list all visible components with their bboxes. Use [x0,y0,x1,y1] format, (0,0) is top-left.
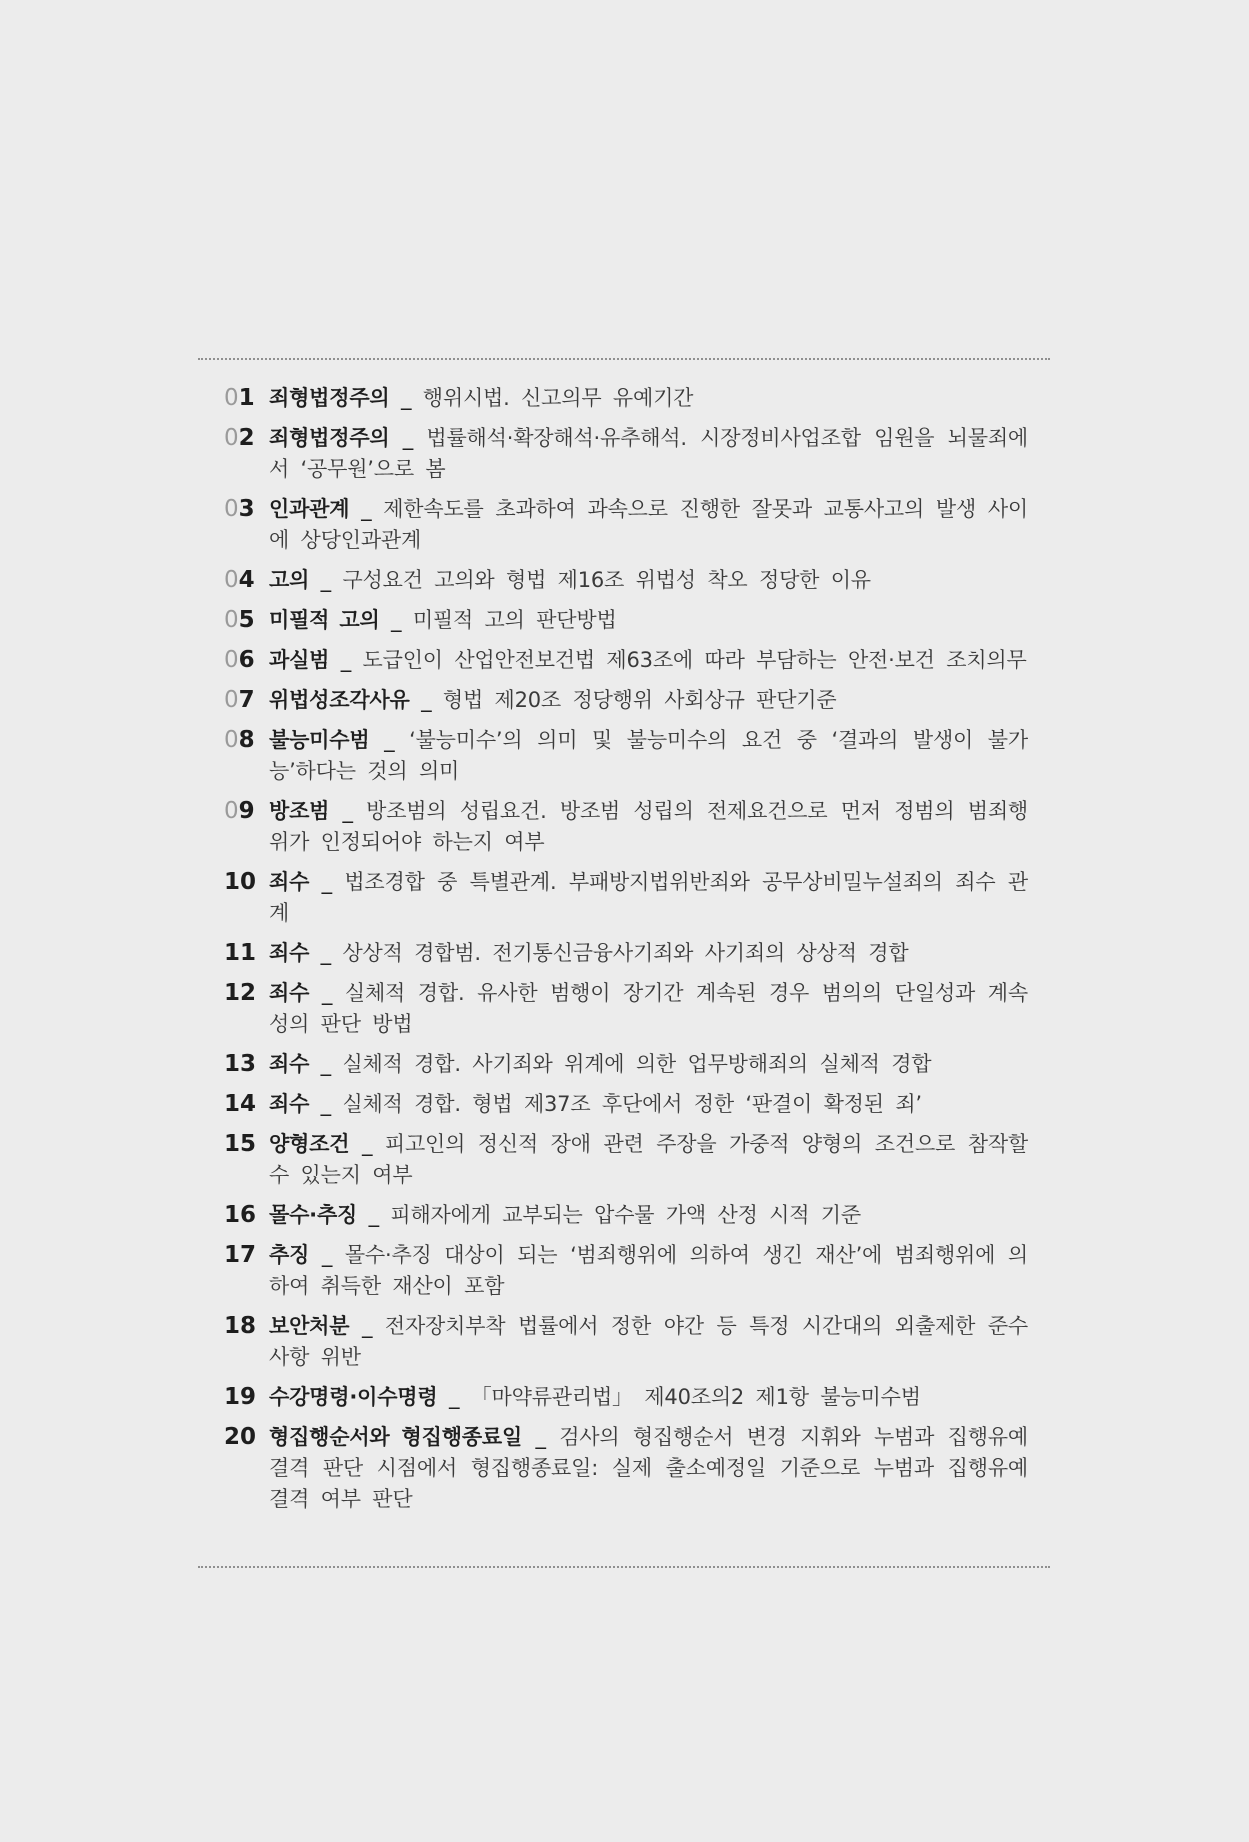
toc-entry [224,1422,1028,1515]
entry-title: 죄수 [269,1092,310,1116]
entry-description: 실체적 경합. 사기죄와 위계에 의한 업무방해죄의 실체적 경합 [342,1052,932,1076]
entry-title: 죄수 [269,870,310,894]
entry-description: 실체적 경합. 유사한 범행이 장기간 계속된 경우 범의의 단일성과 계속성의 판단 방법 [269,981,1028,1036]
entry-text [269,1089,1028,1120]
toc-entry [224,1382,1028,1413]
entry-number: 10 [224,869,257,895]
entry-text [269,685,1028,716]
entry-description: 피해자에게 교부되는 압수물 가액 산정 시적 기준 [390,1203,861,1227]
toc-entry [224,1049,1028,1080]
entry-description: 몰수·추징 대상이 되는 ‘범죄행위에 의하여 생긴 재산’에 범죄행위에 의하여 취득한 재산이 포함 [269,1243,1028,1298]
entry-number: 12 [224,980,257,1006]
entry-number: 07 [224,687,255,713]
entry-separator: _ [329,799,367,823]
toc-entry [224,494,1028,556]
entry-description: 상상적 경합범. 전기통신금융사기죄와 사기죄의 상상적 경합 [342,941,909,965]
entry-title: 보안처분 [269,1314,350,1338]
entry-description: 피고인의 정신적 장애 관련 주장을 가중적 양형의 조건으로 참작할 수 있는지 여부 [269,1132,1028,1187]
toc-entry [224,685,1028,716]
toc-entry [224,725,1028,787]
entry-separator: _ [309,981,345,1005]
entry-description: 제한속도를 초과하여 과속으로 진행한 잘못과 교통사고의 발생 사이에 상당인과관계 [269,497,1028,552]
entry-title: 죄수 [269,981,310,1005]
table-of-contents [224,383,1028,1524]
entry-separator: _ [309,568,343,592]
entry-title: 몰수·추징 [269,1203,358,1227]
entry-title: 방조범 [269,799,330,823]
toc-entry [224,1129,1028,1191]
entry-number: 20 [224,1424,257,1450]
entry-number: 08 [224,727,255,753]
entry-description: 실체적 경합. 형법 제37조 후단에서 정한 ‘판결이 확정된 죄’ [342,1092,922,1116]
entry-text [269,1129,1028,1191]
entry-text [269,867,1028,929]
entry-separator: _ [349,497,384,521]
entry-title: 추징 [269,1243,310,1267]
entry-text [269,383,1028,414]
entry-separator: _ [309,1092,343,1116]
toc-entry [224,796,1028,858]
entry-number: 06 [224,647,255,673]
entry-title: 수강명령·이수명령 [269,1385,438,1409]
entry-number: 18 [224,1313,257,1339]
entry-number: 01 [224,385,255,411]
entry-separator: _ [389,386,423,410]
entry-number: 13 [224,1051,257,1077]
toc-entry [224,383,1028,414]
entry-title: 형집행순서와 형집행종료일 [269,1425,523,1449]
entry-description: 전자장치부착 법률에서 정한 야간 등 특정 시간대의 외출제한 준수사항 위반 [269,1314,1028,1369]
entry-number: 16 [224,1202,257,1228]
entry-separator: _ [389,426,427,450]
entry-number: 15 [224,1131,257,1157]
toc-entry [224,605,1028,636]
entry-description: 행위시법. 신고의무 유예기간 [422,386,694,410]
entry-text [269,1200,1028,1231]
entry-separator: _ [309,941,343,965]
top-divider [198,358,1050,360]
entry-description: 방조범의 성립요건. 방조범 성립의 전제요건으로 먼저 정범의 범죄행위가 인정되어야 하는지 여부 [269,799,1028,854]
toc-entry [224,1200,1028,1231]
entry-text [269,938,1028,969]
entry-title: 죄형법정주의 [269,386,390,410]
entry-title: 죄형법정주의 [269,426,390,450]
toc-entry [224,423,1028,485]
entry-text [269,796,1028,858]
entry-text [269,494,1028,556]
entry-separator: _ [357,1203,391,1227]
entry-title: 인과관계 [269,497,350,521]
toc-entry [224,978,1028,1040]
entry-title: 위법성조각사유 [269,688,410,712]
entry-text [269,1422,1028,1515]
entry-number: 14 [224,1091,257,1117]
entry-number: 17 [224,1242,257,1268]
toc-entry [224,1089,1028,1120]
entry-number: 02 [224,425,255,451]
entry-text [269,978,1028,1040]
entry-number: 03 [224,496,255,522]
entry-description: ‘불능미수’의 의미 및 불능미수의 요건 중 ‘결과의 발생이 불가능’하다는 것의 의미 [269,728,1028,783]
entry-description: 법률해석·확장해석·유추해석. 시장정비사업조합 임원을 뇌물죄에서 ‘공무원’으로 봄 [269,426,1028,481]
entry-number: 04 [224,567,255,593]
toc-entry [224,867,1028,929]
entry-title: 고의 [269,568,310,592]
entry-text [269,725,1028,787]
toc-entry [224,938,1028,969]
entry-number: 05 [224,607,255,633]
entry-description: 구성요건 고의와 형법 제16조 위법성 착오 정당한 이유 [342,568,871,592]
entry-title: 죄수 [269,941,310,965]
entry-title: 죄수 [269,1052,310,1076]
entry-title: 양형조건 [269,1132,350,1156]
entry-text [269,1311,1028,1373]
entry-text [269,1382,1028,1413]
toc-entry [224,565,1028,596]
entry-separator: _ [349,1132,385,1156]
entry-separator: _ [409,688,443,712]
entry-title: 불능미수범 [269,728,370,752]
entry-text [269,645,1028,676]
entry-text [269,605,1028,636]
toc-entry [224,1240,1028,1302]
toc-entry [224,1311,1028,1373]
entry-separator: _ [369,728,410,752]
entry-separator: _ [329,648,363,672]
entry-description: 검사의 형집행순서 변경 지휘와 누범과 집행유예결격 판단 시점에서 형집행종료일: 실제 출소예정일 기준으로 누범과 집행유예결격 여부 판단 [269,1425,1028,1511]
entry-separator: _ [309,1052,343,1076]
entry-separator: _ [309,1243,345,1267]
entry-text [269,565,1028,596]
entry-number: 11 [224,940,257,966]
entry-text [269,1049,1028,1080]
entry-separator: _ [437,1385,471,1409]
entry-text [269,1240,1028,1302]
entry-separator: _ [309,870,345,894]
entry-separator: _ [522,1425,560,1449]
entry-description: 법조경합 중 특별관계. 부패방지법위반죄와 공무상비밀누설죄의 죄수 관계 [269,870,1028,925]
bottom-divider [198,1566,1050,1568]
entry-number: 09 [224,798,255,824]
entry-text [269,423,1028,485]
entry-title: 과실범 [269,648,330,672]
entry-number: 19 [224,1384,257,1410]
entry-description: 형법 제20조 정당행위 사회상규 판단기준 [442,688,837,712]
entry-separator: _ [349,1314,385,1338]
entry-description: 도급인이 산업안전보건법 제63조에 따라 부담하는 안전·보건 조치의무 [362,648,1027,672]
entry-separator: _ [379,608,413,632]
entry-description: 「마약류관리법」 제40조의2 제1항 불능미수범 [470,1385,921,1409]
entry-title: 미필적 고의 [269,608,380,632]
entry-description: 미필적 고의 판단방법 [412,608,617,632]
toc-entry [224,645,1028,676]
